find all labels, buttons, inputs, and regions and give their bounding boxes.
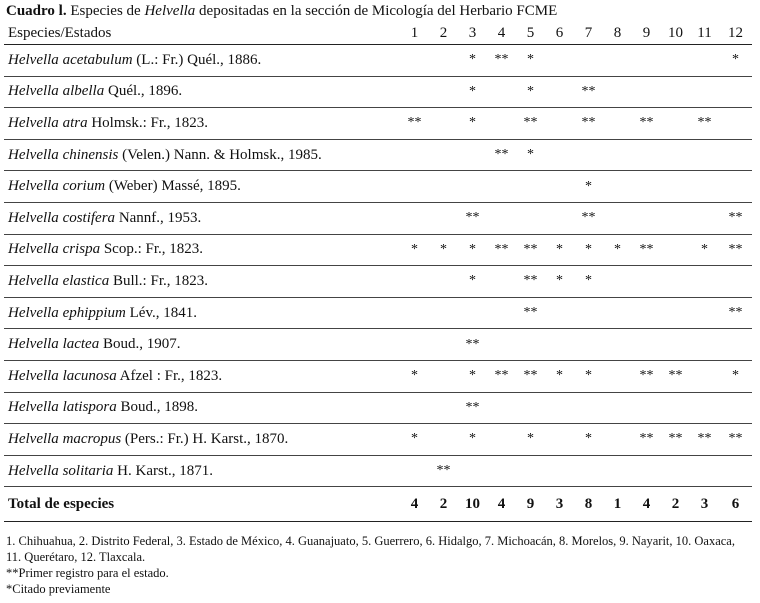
species-authority: (Velen.) Nann. & Holmsk., 1985.: [118, 146, 322, 163]
table-row: [4, 171, 752, 203]
record-cell: [487, 202, 516, 234]
record-cell: [690, 392, 719, 424]
record-cell: [487, 76, 516, 108]
record-cell: [661, 171, 690, 203]
record-cell: [487, 108, 516, 140]
record-cell: [661, 297, 690, 329]
record-cell: [545, 202, 574, 234]
total-value: 6: [719, 487, 752, 522]
total-value: 1: [603, 487, 632, 522]
state-column-header: 7: [574, 22, 603, 45]
record-cell: **: [458, 329, 487, 361]
species-genus: Helvella: [8, 209, 59, 226]
species-genus: Helvella: [8, 399, 59, 416]
record-cell: [632, 139, 661, 171]
species-epithet: lacunosa: [62, 367, 117, 384]
record-cell: [400, 329, 429, 361]
record-cell: [400, 139, 429, 171]
record-cell: [690, 45, 719, 77]
record-cell: **: [632, 234, 661, 266]
record-cell: [603, 297, 632, 329]
record-cell: [574, 392, 603, 424]
record-cell: [400, 455, 429, 487]
record-cell: *: [400, 234, 429, 266]
species-name: [4, 108, 400, 140]
record-cell: [603, 45, 632, 77]
species-epithet: atra: [62, 114, 88, 131]
species-name: [4, 266, 400, 298]
record-cell: [632, 76, 661, 108]
total-value: 4: [632, 487, 661, 522]
species-epithet: chinensis: [62, 146, 119, 163]
species-epithet: elastica: [62, 272, 110, 289]
species-authority: H. Karst., 1871.: [113, 462, 213, 479]
record-cell: **: [632, 424, 661, 456]
states-legend: 1. Chihuahua, 2. Distrito Federal, 3. Estado de México, 4. Guanajuato, 5. Guerrero, 6. Hidalgo, 7. Michoacán, 8. Morelos, 9. Nayarit, 10. Oaxaca, 11. Querétaro, 12. Tlaxcala.: [6, 534, 735, 564]
record-cell: [516, 329, 545, 361]
record-cell: [661, 108, 690, 140]
record-cell: [603, 455, 632, 487]
species-authority: Quél., 1896.: [104, 83, 183, 100]
record-cell: [661, 455, 690, 487]
species-epithet: albella: [62, 83, 105, 100]
record-cell: **: [661, 424, 690, 456]
record-cell: *: [603, 234, 632, 266]
record-cell: [574, 139, 603, 171]
species-name: [4, 329, 400, 361]
record-cell: [603, 76, 632, 108]
record-cell: [429, 76, 458, 108]
table-row: [4, 455, 752, 487]
record-cell: [545, 392, 574, 424]
record-cell: [400, 202, 429, 234]
species-authority: Nannf., 1953.: [115, 209, 202, 226]
record-cell: [429, 424, 458, 456]
record-cell: **: [487, 360, 516, 392]
record-cell: *: [458, 424, 487, 456]
record-cell: **: [632, 360, 661, 392]
record-cell: [603, 139, 632, 171]
state-column-header: 5: [516, 22, 545, 45]
record-cell: **: [487, 139, 516, 171]
caption-genus: Helvella: [144, 3, 196, 19]
record-cell: [458, 139, 487, 171]
record-cell: **: [516, 108, 545, 140]
record-cell: [719, 329, 752, 361]
species-name: [4, 76, 400, 108]
caption-text-after: depositadas en la sección de Micología del Herbario FCME: [195, 3, 558, 19]
table-caption: [6, 3, 557, 20]
total-label: Total de especies: [4, 487, 400, 522]
species-name: [4, 455, 400, 487]
record-cell: [719, 171, 752, 203]
table-row: [4, 424, 752, 456]
caption-text-before: Especies de: [66, 3, 145, 19]
record-cell: [603, 360, 632, 392]
species-name: [4, 202, 400, 234]
record-cell: [429, 392, 458, 424]
table-row: [4, 139, 752, 171]
record-cell: [545, 171, 574, 203]
record-cell: [719, 108, 752, 140]
species-authority: Boud., 1898.: [116, 399, 199, 416]
record-cell: [574, 329, 603, 361]
species-name: [4, 171, 400, 203]
record-cell: *: [458, 360, 487, 392]
state-column-header: 6: [545, 22, 574, 45]
species-name: [4, 424, 400, 456]
record-cell: **: [719, 202, 752, 234]
record-cell: *: [429, 234, 458, 266]
species-genus: Helvella: [8, 272, 59, 289]
record-cell: **: [516, 297, 545, 329]
species-name: [4, 297, 400, 329]
record-cell: [400, 171, 429, 203]
record-cell: [632, 297, 661, 329]
species-authority: Lév., 1841.: [125, 304, 197, 321]
record-cell: [632, 329, 661, 361]
species-authority: (L.: Fr.) Quél., 1886.: [132, 51, 262, 68]
record-cell: [429, 202, 458, 234]
record-cell: [400, 392, 429, 424]
record-cell: [603, 171, 632, 203]
species-epithet: lactea: [62, 336, 100, 353]
record-cell: [487, 297, 516, 329]
record-cell: [603, 266, 632, 298]
record-cell: *: [516, 139, 545, 171]
species-epithet: corium: [62, 178, 106, 195]
record-cell: *: [458, 234, 487, 266]
record-cell: **: [574, 76, 603, 108]
total-value: 2: [661, 487, 690, 522]
record-cell: [400, 266, 429, 298]
record-cell: *: [719, 45, 752, 77]
record-cell: [400, 297, 429, 329]
species-name: [4, 360, 400, 392]
state-column-header: 10: [661, 22, 690, 45]
species-epithet: crispa: [62, 241, 101, 258]
record-cell: *: [458, 108, 487, 140]
record-cell: [661, 139, 690, 171]
record-cell: [690, 455, 719, 487]
record-cell: [545, 455, 574, 487]
record-cell: [661, 202, 690, 234]
species-name: [4, 234, 400, 266]
record-cell: **: [429, 455, 458, 487]
table-row: [4, 234, 752, 266]
total-value: 10: [458, 487, 487, 522]
record-cell: [574, 297, 603, 329]
record-cell: *: [400, 360, 429, 392]
record-cell: [458, 455, 487, 487]
table-row: [4, 202, 752, 234]
total-value: 4: [487, 487, 516, 522]
record-cell: [690, 297, 719, 329]
state-column-header: 4: [487, 22, 516, 45]
record-cell: *: [545, 234, 574, 266]
table-row: [4, 360, 752, 392]
record-cell: **: [690, 424, 719, 456]
record-cell: [487, 171, 516, 203]
total-row: [4, 487, 752, 522]
species-authority: Bull.: Fr., 1823.: [109, 272, 208, 289]
record-cell: [487, 266, 516, 298]
species-genus: Helvella: [8, 367, 59, 384]
total-value: 3: [690, 487, 719, 522]
record-cell: [400, 45, 429, 77]
record-cell: [632, 392, 661, 424]
record-cell: [516, 202, 545, 234]
record-cell: *: [690, 234, 719, 266]
record-cell: [574, 45, 603, 77]
record-cell: **: [574, 108, 603, 140]
species-name: [4, 392, 400, 424]
record-cell: [719, 266, 752, 298]
double-star-note: **Primer registro para el estado.: [6, 566, 169, 580]
table-row: [4, 266, 752, 298]
record-cell: [632, 455, 661, 487]
species-genus: Helvella: [8, 83, 59, 100]
record-cell: **: [661, 360, 690, 392]
total-value: 8: [574, 487, 603, 522]
record-cell: *: [574, 360, 603, 392]
species-genus: Helvella: [8, 51, 59, 68]
species-genus: Helvella: [8, 430, 59, 447]
species-genus: Helvella: [8, 178, 59, 195]
record-cell: [690, 171, 719, 203]
record-cell: [429, 139, 458, 171]
record-cell: *: [458, 76, 487, 108]
record-cell: **: [719, 424, 752, 456]
record-cell: *: [574, 234, 603, 266]
caption-label: Cuadro l.: [6, 3, 67, 19]
state-column-header: 8: [603, 22, 632, 45]
record-cell: [632, 202, 661, 234]
table-row: [4, 329, 752, 361]
species-genus: Helvella: [8, 304, 59, 321]
record-cell: *: [458, 266, 487, 298]
record-cell: [429, 329, 458, 361]
record-cell: [429, 360, 458, 392]
table-row: [4, 45, 752, 77]
record-cell: [603, 202, 632, 234]
record-cell: *: [516, 76, 545, 108]
record-cell: **: [487, 45, 516, 77]
species-epithet: latispora: [62, 399, 117, 416]
species-epithet: costifera: [62, 209, 116, 226]
record-cell: [487, 424, 516, 456]
total-value: 9: [516, 487, 545, 522]
record-cell: [545, 329, 574, 361]
record-cell: [719, 392, 752, 424]
record-cell: [545, 424, 574, 456]
record-cell: *: [574, 171, 603, 203]
species-name: [4, 45, 400, 77]
species-genus: Helvella: [8, 114, 59, 131]
species-column-header: Especies/Estados: [4, 22, 400, 45]
record-cell: [458, 171, 487, 203]
record-cell: *: [719, 360, 752, 392]
record-cell: **: [458, 392, 487, 424]
record-cell: *: [516, 45, 545, 77]
record-cell: [661, 329, 690, 361]
species-authority: (Weber) Massé, 1895.: [105, 178, 241, 195]
record-cell: [429, 108, 458, 140]
record-cell: **: [487, 234, 516, 266]
record-cell: **: [632, 108, 661, 140]
record-cell: *: [574, 424, 603, 456]
record-cell: [719, 139, 752, 171]
species-epithet: acetabulum: [62, 51, 133, 68]
record-cell: **: [400, 108, 429, 140]
species-epithet: macropus: [62, 430, 122, 447]
record-cell: [429, 297, 458, 329]
record-cell: *: [545, 360, 574, 392]
record-cell: [632, 45, 661, 77]
record-cell: [632, 171, 661, 203]
species-genus: Helvella: [8, 462, 59, 479]
record-cell: **: [516, 266, 545, 298]
species-authority: (Pers.: Fr.) H. Karst., 1870.: [121, 430, 289, 447]
total-value: 4: [400, 487, 429, 522]
record-cell: **: [574, 202, 603, 234]
species-epithet: solitaria: [62, 462, 114, 479]
record-cell: **: [516, 360, 545, 392]
record-cell: [487, 329, 516, 361]
record-cell: [690, 329, 719, 361]
species-genus: Helvella: [8, 146, 59, 163]
state-column-header: 3: [458, 22, 487, 45]
record-cell: [429, 45, 458, 77]
record-cell: *: [516, 424, 545, 456]
record-cell: **: [719, 297, 752, 329]
species-genus: Helvella: [8, 336, 59, 353]
table-notes: [6, 533, 751, 597]
species-name: [4, 139, 400, 171]
record-cell: [603, 108, 632, 140]
record-cell: *: [574, 266, 603, 298]
species-authority: Holmsk.: Fr., 1823.: [87, 114, 209, 131]
state-column-header: 2: [429, 22, 458, 45]
record-cell: [429, 171, 458, 203]
species-epithet: ephippium: [62, 304, 126, 321]
record-cell: [690, 139, 719, 171]
record-cell: [719, 455, 752, 487]
table-row: [4, 297, 752, 329]
record-cell: [400, 76, 429, 108]
species-authority: Afzel : Fr., 1823.: [116, 367, 223, 384]
record-cell: [487, 455, 516, 487]
species-authority: Scop.: Fr., 1823.: [100, 241, 203, 258]
record-cell: [661, 392, 690, 424]
record-cell: **: [690, 108, 719, 140]
table-body: [4, 45, 752, 522]
record-cell: [545, 108, 574, 140]
record-cell: [690, 266, 719, 298]
record-cell: [661, 234, 690, 266]
record-cell: [487, 392, 516, 424]
record-cell: [545, 76, 574, 108]
record-cell: *: [545, 266, 574, 298]
record-cell: [458, 297, 487, 329]
species-authority: Boud., 1907.: [99, 336, 181, 353]
species-table: [4, 22, 752, 522]
species-genus: Helvella: [8, 241, 59, 258]
record-cell: [574, 455, 603, 487]
record-cell: *: [400, 424, 429, 456]
record-cell: [690, 76, 719, 108]
record-cell: **: [458, 202, 487, 234]
state-column-header: 11: [690, 22, 719, 45]
single-star-note: *Citado previamente: [6, 582, 111, 596]
record-cell: [690, 360, 719, 392]
record-cell: [516, 455, 545, 487]
record-cell: [603, 424, 632, 456]
table-row: [4, 76, 752, 108]
record-cell: [545, 139, 574, 171]
record-cell: [603, 329, 632, 361]
total-value: 2: [429, 487, 458, 522]
record-cell: [661, 76, 690, 108]
state-column-header: 9: [632, 22, 661, 45]
record-cell: [429, 266, 458, 298]
record-cell: [516, 171, 545, 203]
state-column-header: 12: [719, 22, 752, 45]
table-header-row: [4, 22, 752, 45]
record-cell: [603, 392, 632, 424]
record-cell: [632, 266, 661, 298]
record-cell: [661, 266, 690, 298]
table-row: [4, 108, 752, 140]
record-cell: [661, 45, 690, 77]
state-column-header: 1: [400, 22, 429, 45]
record-cell: [690, 202, 719, 234]
record-cell: [719, 76, 752, 108]
record-cell: **: [516, 234, 545, 266]
record-cell: *: [458, 45, 487, 77]
total-value: 3: [545, 487, 574, 522]
record-cell: [545, 297, 574, 329]
record-cell: **: [719, 234, 752, 266]
record-cell: [545, 45, 574, 77]
record-cell: [516, 392, 545, 424]
table-row: [4, 392, 752, 424]
